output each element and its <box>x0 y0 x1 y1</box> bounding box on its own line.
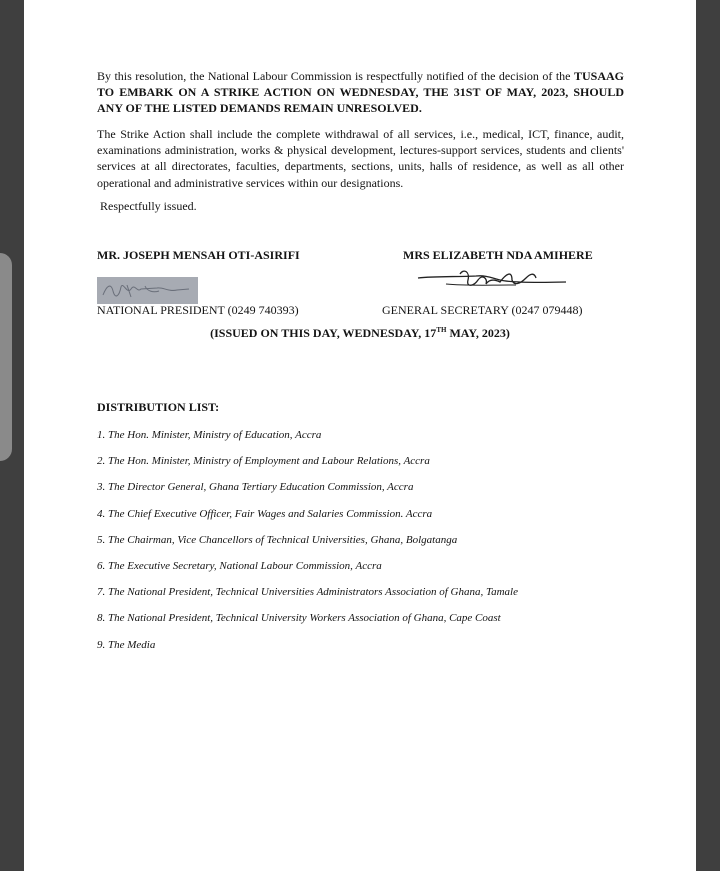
signatory-left-title: NATIONAL PRESIDENT (0249 740393) <box>97 303 299 317</box>
distribution-item: 1. The Hon. Minister, Ministry of Education, Accra <box>97 429 322 441</box>
closing-line: Respectfully issued. <box>100 199 197 213</box>
notice-intro: By this resolution, the National Labour Commission is respectfully notified of the decision of the <box>97 69 574 83</box>
distribution-item: 8. The National President, Technical University Workers Association of Ghana, Cape Coast <box>97 612 501 625</box>
distribution-item: 2. The Hon. Minister, Ministry of Employment and Labour Relations, Accra <box>97 455 430 468</box>
signatory-right-name: MRS ELIZABETH NDA AMIHERE <box>403 248 593 262</box>
distribution-heading: DISTRIBUTION LIST: <box>97 400 220 414</box>
signatory-left-name: MR. JOSEPH MENSAH OTI-ASIRIFI <box>97 248 300 262</box>
distribution-item: 6. The Executive Secretary, National Labour Commission, Accra <box>97 559 382 572</box>
distribution-item: 4. The Chief Executive Officer, Fair Wages and Salaries Commission. Accra <box>97 507 433 520</box>
document-page <box>24 0 696 871</box>
notice-bold-statement: TUSAAG TO EMBARK ON A STRIKE ACTION ON WEDNESDAY, THE 31ST OF MAY, 2023, SHOULD ANY OF THE LISTED DEMANDS REMAIN UNRESOLVED. <box>97 69 624 116</box>
signature-left-image <box>97 277 198 304</box>
issued-suffix: MAY, 2023) <box>446 326 510 340</box>
scope-paragraph: The Strike Action shall include the complete withdrawal of all services, i.e., medical, ICT, finance, audit, examinations administration, works & physical development, lectures-support services, students and clients' services at all directorates, faculties, departments, sections, units, halls of residence, as well as all other operational and administrative services within our designations. <box>97 127 624 190</box>
issued-date-line <box>24 326 696 341</box>
distribution-item: 3. The Director General, Ghana Tertiary Education Commission, Accra <box>97 481 414 494</box>
side-panel-handle[interactable] <box>0 253 12 461</box>
distribution-item: 9. The Media <box>97 638 156 651</box>
issued-prefix: (ISSUED ON THIS DAY, WEDNESDAY, 17 <box>210 326 437 340</box>
signature-right-image <box>416 264 576 296</box>
issued-superscript: TH <box>436 326 447 334</box>
notice-paragraph <box>97 68 624 117</box>
distribution-item: 5. The Chairman, Vice Chancellors of Technical Universities, Ghana, Bolgatanga <box>97 533 458 546</box>
distribution-item: 7. The National President, Technical Universities Administrators Association of Ghana, Tamale <box>97 586 518 599</box>
signatory-right-title: GENERAL SECRETARY (0247 079448) <box>382 303 583 317</box>
distribution-list <box>97 426 518 662</box>
